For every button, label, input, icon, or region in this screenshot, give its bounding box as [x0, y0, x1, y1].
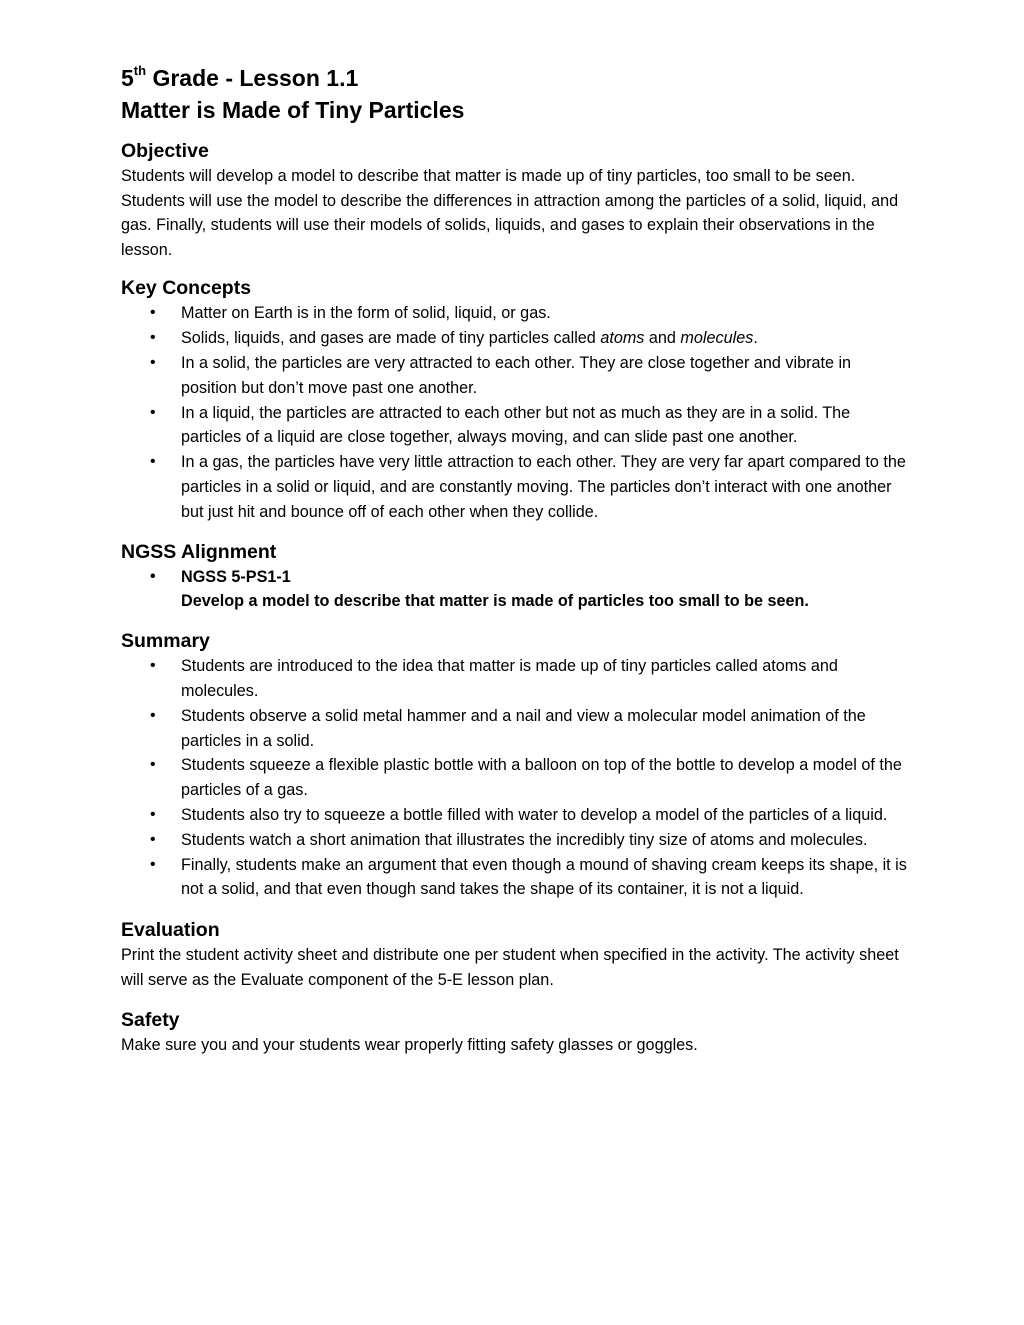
list-item: [121, 828, 911, 853]
lesson-page: [121, 62, 911, 1058]
list-item: [121, 853, 911, 903]
key-concepts-list: [121, 301, 911, 524]
grade-number: 5: [121, 65, 134, 91]
safety-heading: Safety: [121, 1009, 180, 1032]
list-item: [121, 565, 911, 615]
ngss-list: [121, 565, 911, 615]
ngss-description: Develop a model to describe that matter is made of particles too small to be seen.: [181, 592, 809, 611]
lesson-grade-title: [121, 62, 911, 94]
key-concepts-heading: Key Concepts: [121, 277, 252, 300]
key-concept-text-post: .: [753, 329, 758, 348]
bullet-icon: •: [150, 706, 156, 724]
list-item: [121, 450, 911, 524]
key-concept-text-mid: and: [644, 329, 681, 348]
summary-text: Students watch a short animation that illustrates the incredibly tiny size of atoms and molecules.: [181, 830, 868, 849]
key-term-atoms: atoms: [600, 329, 645, 348]
evaluation-heading: Evaluation: [121, 919, 220, 942]
bullet-icon: •: [150, 453, 156, 471]
grade-superscript: th: [133, 63, 147, 79]
bullet-icon: •: [150, 329, 156, 347]
summary-text: Students also try to squeeze a bottle filled with water to develop a model of the particles of a liquid.: [181, 805, 888, 824]
summary-list: [121, 654, 911, 902]
summary-text: Students are introduced to the idea that matter is made up of tiny particles called atoms and molecules.: [181, 657, 838, 700]
list-item: [121, 326, 911, 351]
objective-text: Students will develop a model to describe that matter is made up of tiny particles, too small to be seen. Students will use the model to describe the differences in attraction among the particles of a solid, liquid, and gas. Finally, students will use their models of solids, liquids, and gases to explain their observations in the lesson.: [121, 167, 899, 259]
list-item: [121, 654, 911, 704]
objective-heading: Objective: [121, 140, 209, 162]
list-item: [121, 301, 911, 326]
bullet-icon: •: [150, 567, 156, 585]
bullet-icon: •: [150, 756, 156, 774]
key-concept-text-pre: Solids, liquids, and gases are made of tiny particles called: [181, 329, 601, 348]
key-concept-text: In a gas, the particles have very little attraction to each other. They are very far apart compared to the particles in a solid or liquid, and are constantly moving. The particles don’t interact with one another but just hit and bounce off of each other when they collide.: [181, 453, 906, 521]
bullet-icon: •: [150, 403, 156, 421]
key-concept-text: Matter on Earth is in the form of solid, liquid, or gas.: [181, 304, 551, 323]
key-concept-text: In a solid, the particles are very attracted to each other. They are close together and vibrate in position but don’t move past one another.: [181, 353, 852, 397]
list-item: [121, 704, 911, 754]
summary-text: Students squeeze a flexible plastic bottle with a balloon on top of the bottle to develop a model of the particles of a gas.: [181, 756, 902, 800]
bullet-icon: •: [150, 830, 156, 848]
evaluation-text: Print the student activity sheet and distribute one per student when specified in the activity. The activity sheet will serve as the Evaluate component of the 5-E lesson plan.: [121, 946, 899, 989]
lesson-title: Matter is Made of Tiny Particles: [121, 97, 465, 123]
summary-text: Finally, students make an argument that even though a mound of shaving cream keeps its shape, it is not a solid, and that even though sand takes the shape of its container, it is not a liquid.: [181, 855, 907, 899]
list-item: [121, 803, 911, 828]
bullet-icon: •: [150, 304, 156, 322]
key-term-molecules: molecules: [680, 329, 754, 348]
safety-text: Make sure you and your students wear properly fitting safety glasses or goggles.: [121, 1036, 698, 1055]
bullet-icon: •: [150, 855, 156, 873]
grade-rest: Grade - Lesson 1.1: [146, 65, 359, 91]
bullet-icon: •: [150, 353, 156, 371]
summary-text: Students observe a solid metal hammer and a nail and view a molecular model animation of the particles in a solid.: [181, 706, 866, 750]
ngss-code: NGSS 5-PS1-1: [181, 567, 291, 586]
bullet-icon: •: [150, 657, 156, 675]
key-concept-text: In a liquid, the particles are attracted to each other but not as much as they are in a solid. The particles of a liquid are close together, always moving, and can slide past one another.: [181, 403, 851, 447]
ngss-heading: NGSS Alignment: [121, 540, 277, 563]
list-item: [121, 753, 911, 803]
list-item: [121, 401, 911, 451]
list-item: [121, 351, 911, 401]
bullet-icon: •: [150, 805, 156, 823]
summary-heading: Summary: [121, 630, 210, 653]
